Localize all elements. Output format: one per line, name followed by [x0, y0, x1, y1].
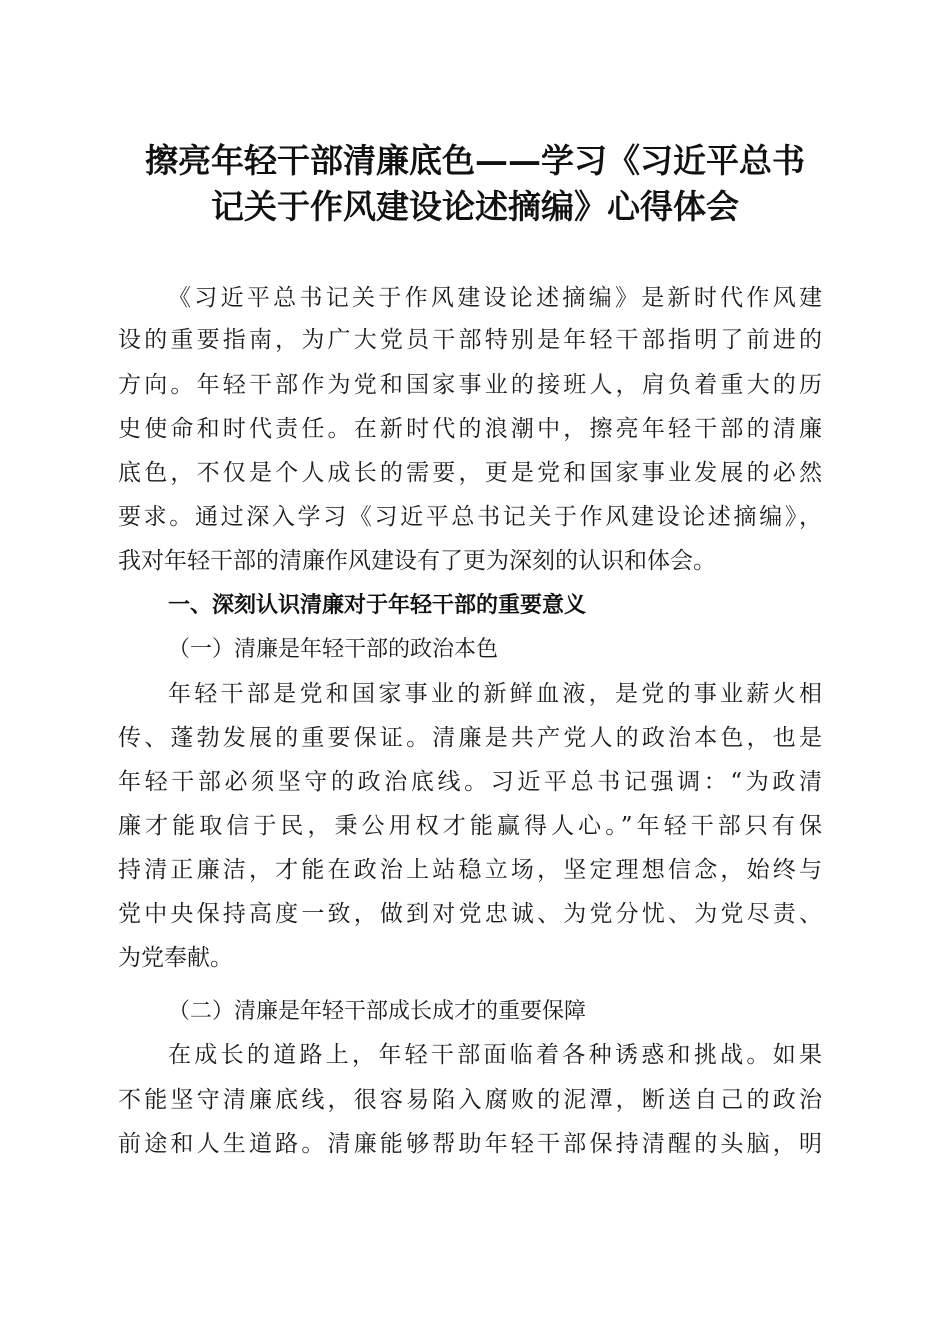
sub1-line-4: 廉才能取信于民，秉公用权才能赢得人心。”年轻干部只有保 [118, 813, 822, 839]
intro-line-4: 史使命和时代责任。在新时代的浪潮中，擦亮年轻干部的清廉 [118, 416, 822, 442]
intro-line-5: 底色，不仅是个人成长的需要，更是党和国家事业发展的必然 [118, 460, 822, 486]
intro-line-7: 我对年轻干部的清廉作风建设有了更为深刻的认识和体会。 [118, 548, 716, 574]
sub2-line-2: 不能坚守清廉底线，很容易陷入腐败的泥潭，断送自己的政治 [118, 1087, 822, 1113]
sub1-line-6: 党中央保持高度一致，做到对党忠诚、为党分忧、为党尽责、 [118, 901, 822, 927]
subsection-heading-1: （一）清廉是年轻干部的政治本色 [168, 637, 499, 662]
intro-line-1: 《习近平总书记关于作风建设论述摘编》是新时代作风建 [168, 285, 822, 311]
sub2-line-1: 在成长的道路上，年轻干部面临着各种诱惑和挑战。如果 [168, 1042, 822, 1068]
subsection-heading-2: （二）清廉是年轻干部成长成才的重要保障 [168, 999, 587, 1024]
document-title-line-1: 擦亮年轻干部清廉底色——学习《习近平总书 [145, 141, 805, 180]
sub1-line-2: 传、蓬勃发展的重要保证。清廉是共产党人的政治本色，也是 [118, 725, 822, 751]
document-title-line-2: 记关于作风建设论述摘编》心得体会 [211, 187, 739, 226]
section-heading-1: 一、深刻认识清廉对于年轻干部的重要意义 [168, 593, 587, 618]
intro-line-3: 方向。年轻干部作为党和国家事业的接班人，肩负着重大的历 [118, 372, 822, 398]
sub1-line-1: 年轻干部是党和国家事业的新鲜血液，是党的事业薪火相 [168, 681, 822, 707]
sub1-line-7: 为党奉献。 [118, 945, 233, 971]
intro-line-6: 要求。通过深入学习《习近平总书记关于作风建设论述摘编》， [118, 504, 822, 530]
sub2-line-3: 前途和人生道路。清廉能够帮助年轻干部保持清醒的头脑，明 [118, 1131, 822, 1157]
sub1-line-3: 年轻干部必须坚守的政治底线。习近平总书记强调：“为政清 [118, 769, 822, 795]
sub1-line-5: 持清正廉洁，才能在政治上站稳立场，坚定理想信念，始终与 [118, 857, 822, 883]
intro-line-2: 设的重要指南，为广大党员干部特别是年轻干部指明了前进的 [118, 327, 822, 353]
